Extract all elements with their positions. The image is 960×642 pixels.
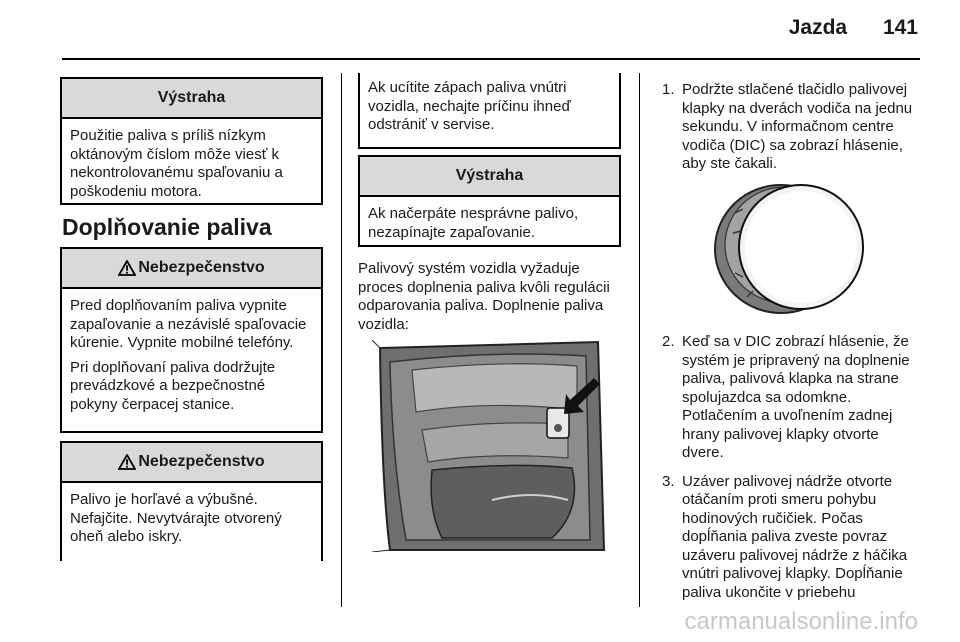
step-item (662, 333, 924, 463)
steps-list-part-1 (662, 81, 924, 174)
warning-box-2 (358, 155, 621, 247)
step-item (662, 473, 924, 603)
page-number: 141 (882, 16, 918, 39)
step-text: Keď sa v DIC zobrazí hlásenie, že systém je pripravený na doplnenie paliva, palivová klapka na strane spolujazdca sa odomkne. Potlačením a uvoľnením zadnej hrany palivovej klapky otvorte dvere. (682, 333, 910, 461)
steps-list-part-2 (662, 333, 924, 602)
column-divider-2 (639, 73, 640, 607)
warning-box (60, 77, 323, 205)
step-number: 3. (662, 472, 675, 490)
fuel-door-button-illustration (705, 173, 871, 319)
warning-triangle-icon (118, 260, 136, 276)
warning-box-title: Výstraha (62, 79, 321, 119)
step-number: 1. (662, 81, 675, 98)
warning-box-2-title: Výstraha (360, 157, 619, 197)
step-text: Uzáver palivovej nádrže otvorte otáčaním proti smeru pohybu hodinových ručičiek. Počas dopĺňania paliva zveste povraz uzáveru palivovej nádrže z háčika vnútri palivovej klapky. Dopĺňanie paliva ukončite v priebehu (682, 472, 908, 601)
danger-box-1-title: Nebezpečenstvo (138, 259, 265, 276)
page-header (789, 16, 918, 40)
danger-box-2 (60, 441, 323, 561)
section-heading: Doplňovanie paliva (62, 214, 272, 240)
danger-box-1-paragraph-1: Pred doplňovaním paliva vypnite zapaľovanie a nezávislé spaľovacie kúrenie. Vypnite mobilné telefóny. (70, 297, 307, 351)
step-text: Podržte stlačené tlačidlo palivovej klapky na dverách vodiča na jednu sekundu. V informačnom centre vodiča (DIC) sa zobrazí hlásenie, aby ste čakali. (682, 81, 913, 172)
danger-box-2-text: Palivo je horľavé a výbušné. Nefajčite. Nevytvárajte otvorený oheň alebo iskry. (70, 491, 282, 545)
danger-box-2-title: Nebezpečenstvo (138, 453, 265, 470)
warning-triangle-icon (118, 454, 136, 470)
door-panel-illustration (372, 340, 607, 552)
danger-box-2-header (62, 443, 321, 483)
continued-warning-box (358, 73, 621, 149)
continued-warning-text: Ak ucítite zápach paliva vnútri vozidla, nechajte príčinu ihneď odstrániť v servise. (368, 79, 571, 133)
danger-box-1 (60, 247, 323, 433)
danger-box-1-header (62, 249, 321, 289)
step-number: 2. (662, 333, 675, 350)
watermark: carmanualsonline.info (684, 608, 918, 635)
step-item (662, 81, 924, 174)
column-divider-1 (341, 73, 342, 607)
section-title: Jazda (788, 16, 848, 39)
warning-box-2-text: Ak načerpáte nesprávne palivo, nezapínajte zapaľovanie. (368, 205, 579, 241)
intro-paragraph: Palivový systém vozidla vyžaduje proces doplnenia paliva kvôli regulácii odparovania paliva. Doplnenie paliva vozidla: (358, 260, 610, 333)
danger-box-1-paragraph-2: Pri doplňovaní paliva dodržujte prevádzkové a bezpečnostné pokyny čerpacej stanice. (70, 358, 276, 413)
header-rule (62, 58, 920, 60)
warning-box-text: Použitie paliva s príliš nízkym oktánovým číslom môže viesť k nekontrolovanému spaľovaniu a poškodeniu motora. (70, 127, 283, 200)
